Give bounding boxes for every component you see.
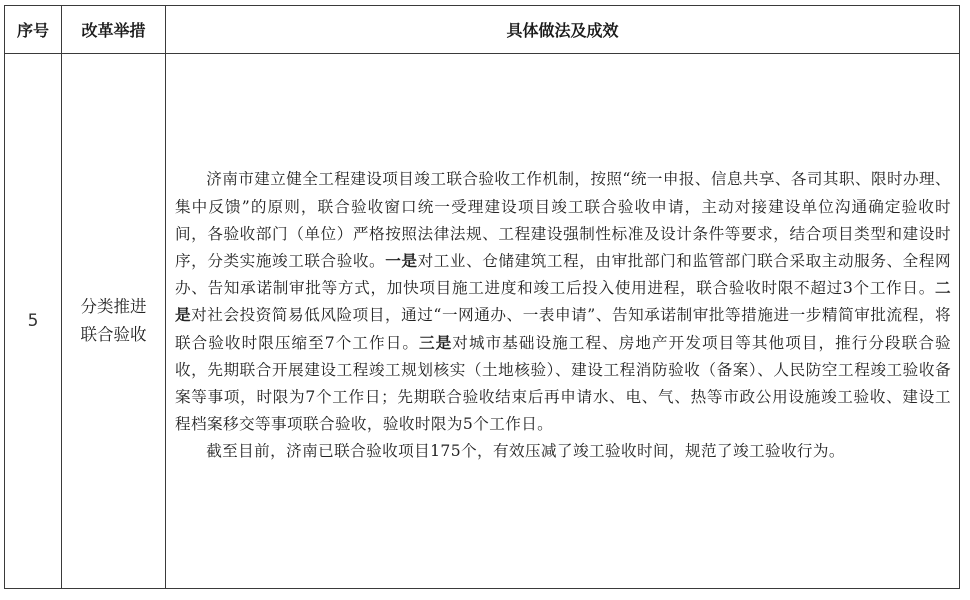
point-1-text: 对工业、仓储建筑工程，由审批部门和监管部门联合采取主动服务、全程网办、告知承诺制审批等方式，加快项目施工进度和竣工后投入使用进程，联合验收时限不超过3个工作日。 — [175, 251, 951, 298]
header-detail: 具体做法及成效 — [166, 6, 960, 54]
header-measure: 改革举措 — [62, 6, 166, 54]
detail-paragraph-1 — [175, 166, 951, 438]
header-row — [5, 6, 960, 54]
row-detail — [166, 54, 960, 589]
header-no: 序号 — [5, 6, 62, 54]
row-number: 5 — [5, 54, 62, 589]
point-2-label: 二是 — [175, 279, 951, 325]
point-3-label: 三是 — [419, 333, 453, 352]
detail-paragraph-2: 截至目前，济南已联合验收项目175个，有效压减了竣工验收时间，规范了竣工验收行为。 — [206, 442, 845, 461]
row-measure — [62, 54, 166, 589]
measure-line-2: 联合验收 — [80, 325, 147, 344]
reform-measures-table — [4, 5, 960, 589]
point-2-text: 对社会投资简易低风险项目，通过“一网通办、一表申请”、告知承诺制审批等措施进一步精简审批流程，将联合验收时限压缩至7个工作日。 — [175, 306, 951, 352]
point-1-label: 一是 — [385, 251, 418, 270]
point-3-text: 对城市基础设施工程、房地产开发项目等其他项目，推行分段联合验收，先期联合开展建设工程竣工规划核实（土地核验）、建设工程消防验收（备案）、人民防空工程竣工验收备案等事项，时限为7个工作日；先期联合验收结束后再申请水、电、气、热等市政公用设施竣工验收、建设工程档案移交等事项联合验收，验收时限为5个工作日。 — [175, 333, 951, 434]
table-row — [5, 54, 960, 589]
measure-line-1: 分类推进 — [80, 297, 147, 316]
paragraph-intro: 济南市建立健全工程建设项目竣工联合验收工作机制，按照“统一申报、信息共享、各司其职、限时办理、集中反馈”的原则，联合验收窗口统一受理建设项目竣工联合验收申请，主动对接建设单位沟通确定验收时间，各验收部门（单位）严格按照法律法规、工程建设强制性标准及设计条件等要求，结合项目类型和建设时序，分类实施竣工联合验收。 — [175, 170, 951, 270]
